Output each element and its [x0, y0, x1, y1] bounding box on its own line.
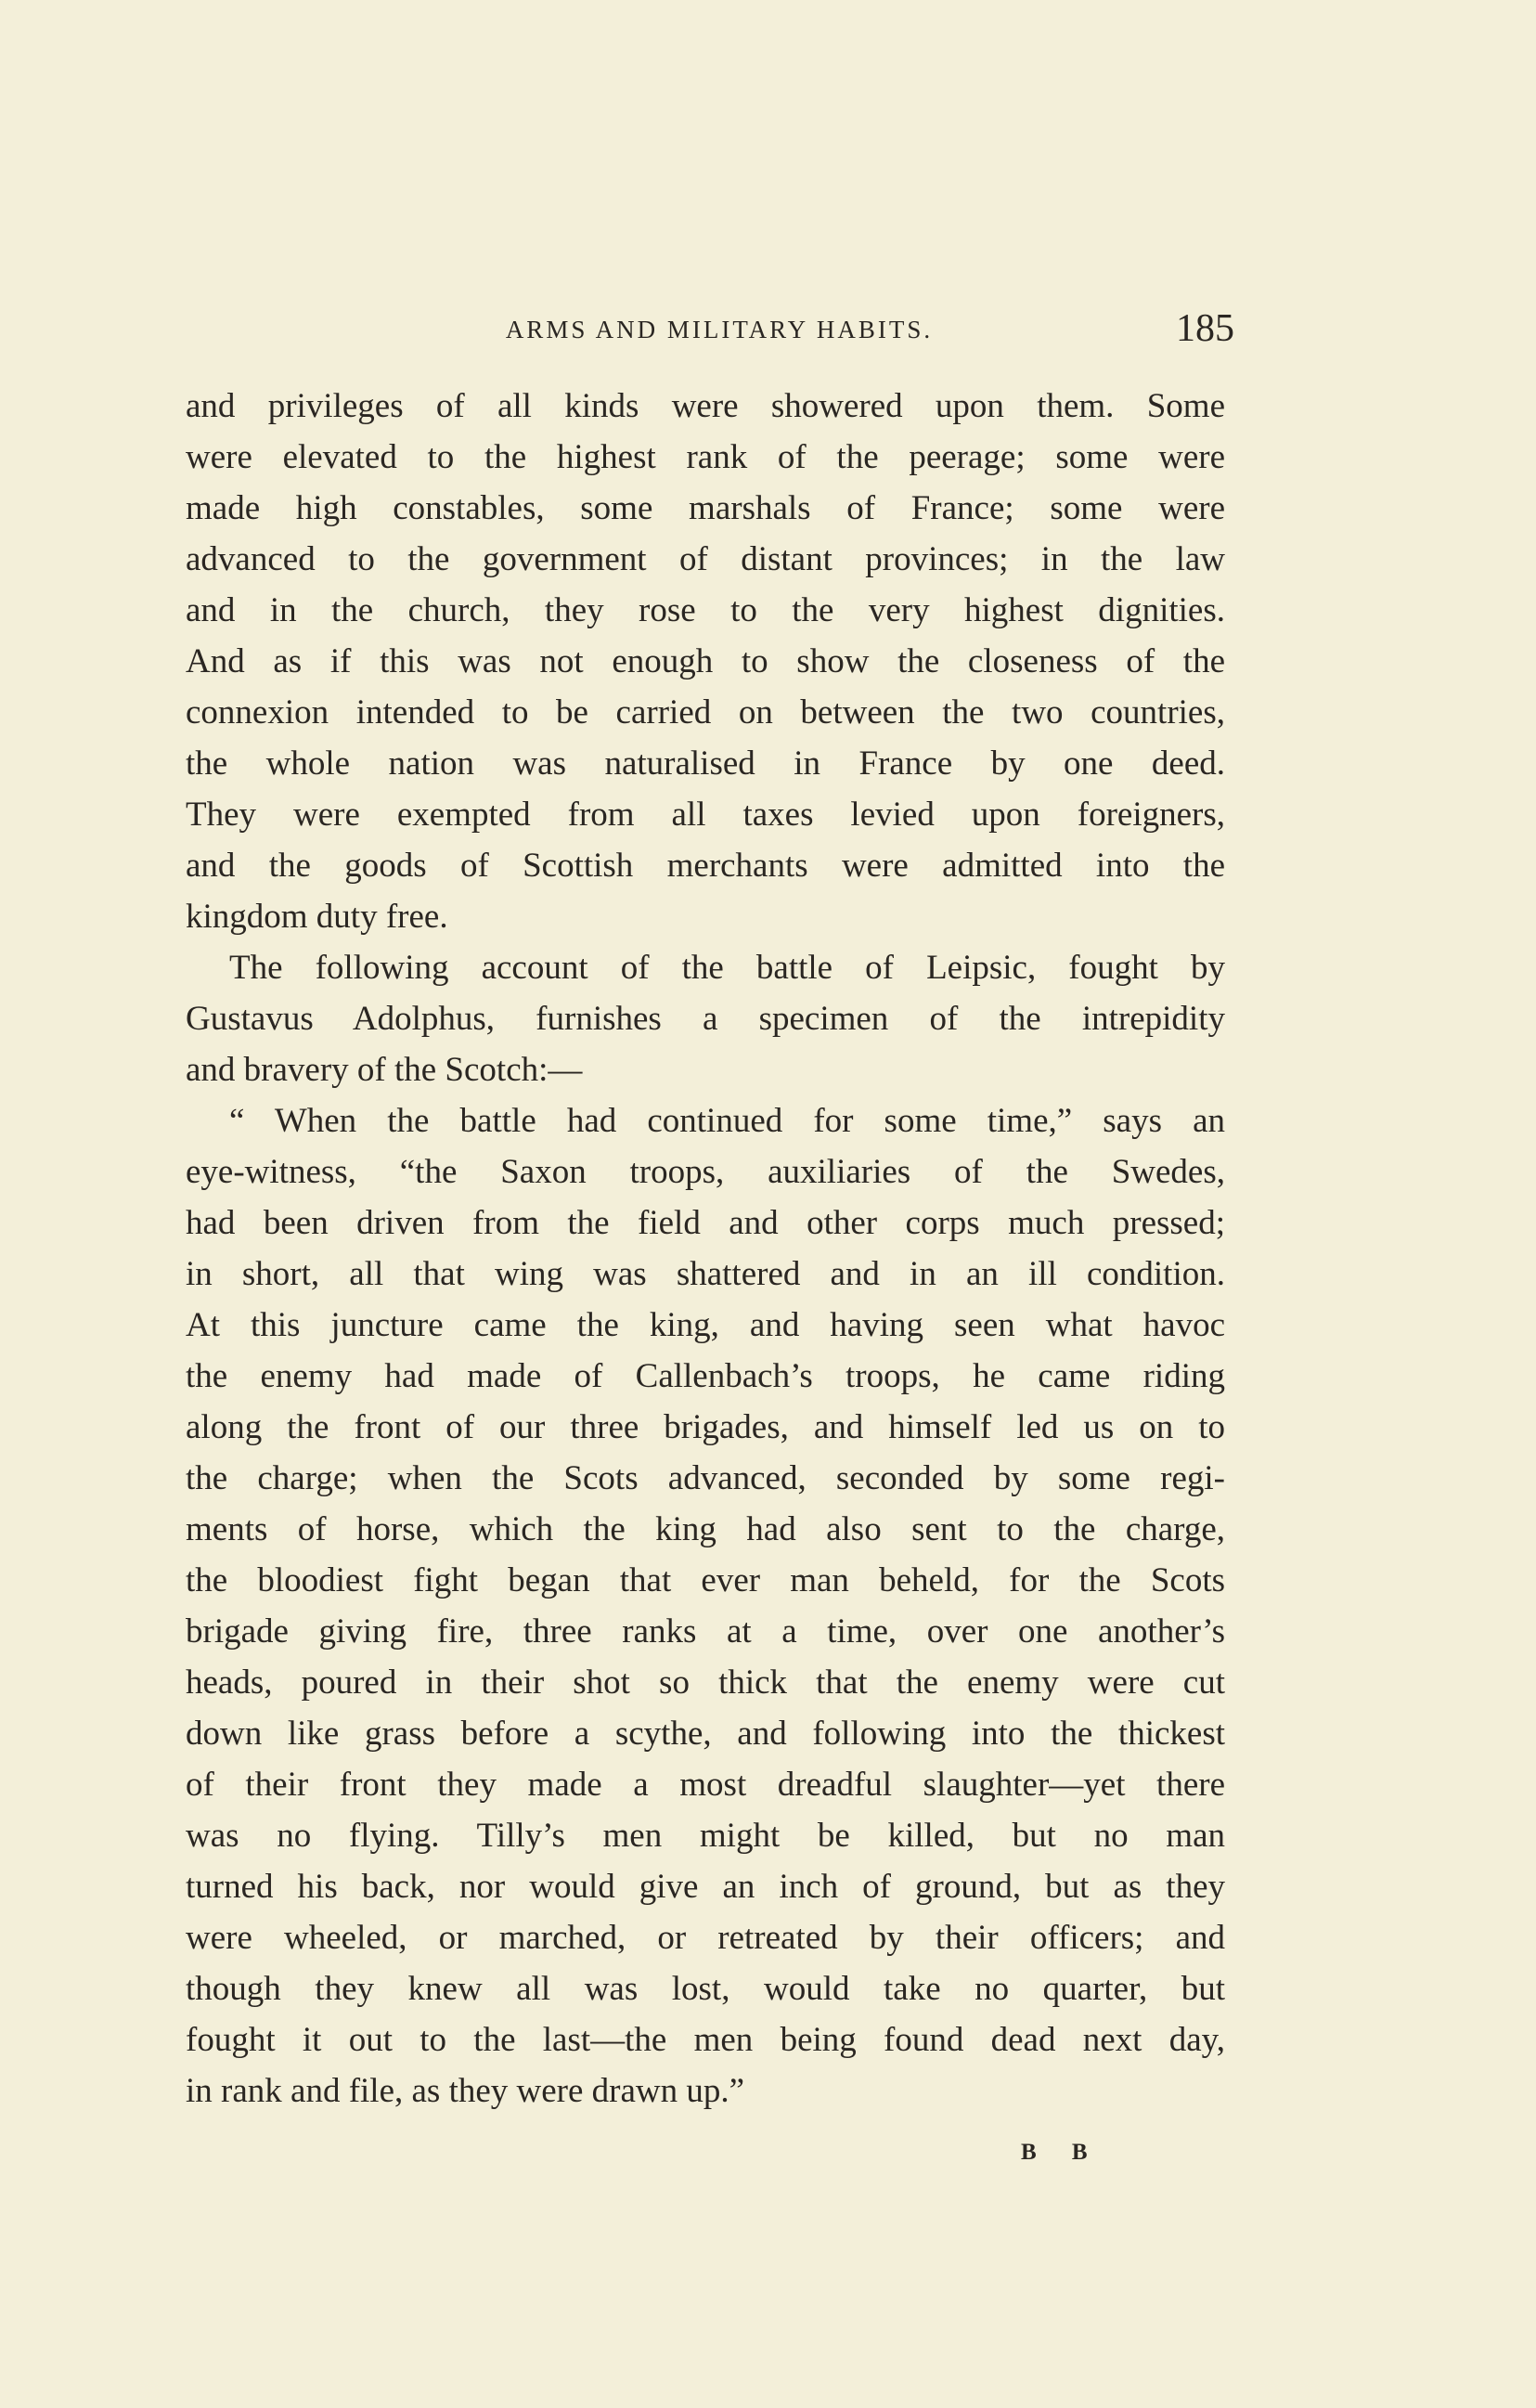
text-line: At this juncture came the king, and having seen what havoc [186, 1306, 1225, 1344]
text-line: were wheeled, or marched, or retreated by their officers; and [186, 1919, 1225, 1957]
text-line: brigade giving fire, three ranks at a time, over one another’s [186, 1612, 1225, 1651]
text-line: was no flying. Tilly’s men might be killed, but no man [186, 1817, 1225, 1855]
text-line: of their front they made a most dreadful slaughter—yet there [186, 1766, 1225, 1804]
text-line: and in the church, they rose to the very highest dignities. [186, 591, 1225, 629]
signature-mark: B B [1021, 2140, 1103, 2165]
text-line: kingdom duty free. [186, 898, 448, 936]
text-line: heads, poured in their shot so thick that the enemy were cut [186, 1664, 1225, 1702]
text-line: and the goods of Scottish merchants were admitted into the [186, 847, 1225, 885]
text-line: down like grass before a scythe, and following into the thickest [186, 1715, 1225, 1753]
page-number: 185 [1176, 307, 1234, 350]
running-title: ARMS AND MILITARY HABITS. [505, 316, 934, 343]
text-line: eye-witness, “the Saxon troops, auxiliaries of the Swedes, [186, 1153, 1225, 1191]
text-line: though they knew all was lost, would take no quarter, but [186, 1970, 1225, 2008]
text-line: the enemy had made of Callenbach’s troops, he came riding [186, 1357, 1225, 1395]
text-line: turned his back, nor would give an inch of ground, but as they [186, 1868, 1225, 1906]
text-line: And as if this was not enough to show the closeness of the [186, 642, 1225, 680]
text-line: The following account of the battle of Leipsic, fought by [229, 949, 1225, 987]
text-line: and bravery of the Scotch:— [186, 1051, 583, 1089]
text-line: connexion intended to be carried on between the two countries, [186, 693, 1225, 731]
body-text [186, 381, 1225, 2117]
text-line: Gustavus Adolphus, furnishes a specimen of the intrepidity [186, 1000, 1225, 1038]
running-head [186, 306, 1234, 362]
text-line: “ When the battle had continued for some time,” says an [229, 1102, 1225, 1140]
text-line: and privileges of all kinds were showered upon them. Some [186, 387, 1225, 425]
text-line: along the front of our three brigades, and himself led us on to [186, 1408, 1225, 1446]
text-line: advanced to the government of distant provinces; in the law [186, 540, 1225, 578]
text-line: ments of horse, which the king had also sent to the charge, [186, 1510, 1225, 1548]
text-line: They were exempted from all taxes levied upon foreigners, [186, 796, 1225, 834]
text-line: made high constables, some marshals of France; some were [186, 489, 1225, 527]
text-line: were elevated to the highest rank of the peerage; some were [186, 438, 1225, 476]
text-line: in short, all that wing was shattered and in an ill condition. [186, 1255, 1225, 1293]
text-line: the whole nation was naturalised in France by one deed. [186, 744, 1225, 783]
text-line: in rank and file, as they were drawn up.” [186, 2072, 745, 2110]
text-line: the bloodiest fight began that ever man beheld, for the Scots [186, 1561, 1225, 1599]
text-line: fought it out to the last—the men being found dead next day, [186, 2021, 1225, 2059]
text-line: had been driven from the field and other corps much pressed; [186, 1204, 1225, 1242]
text-line: the charge; when the Scots advanced, seconded by some regi- [186, 1459, 1225, 1497]
